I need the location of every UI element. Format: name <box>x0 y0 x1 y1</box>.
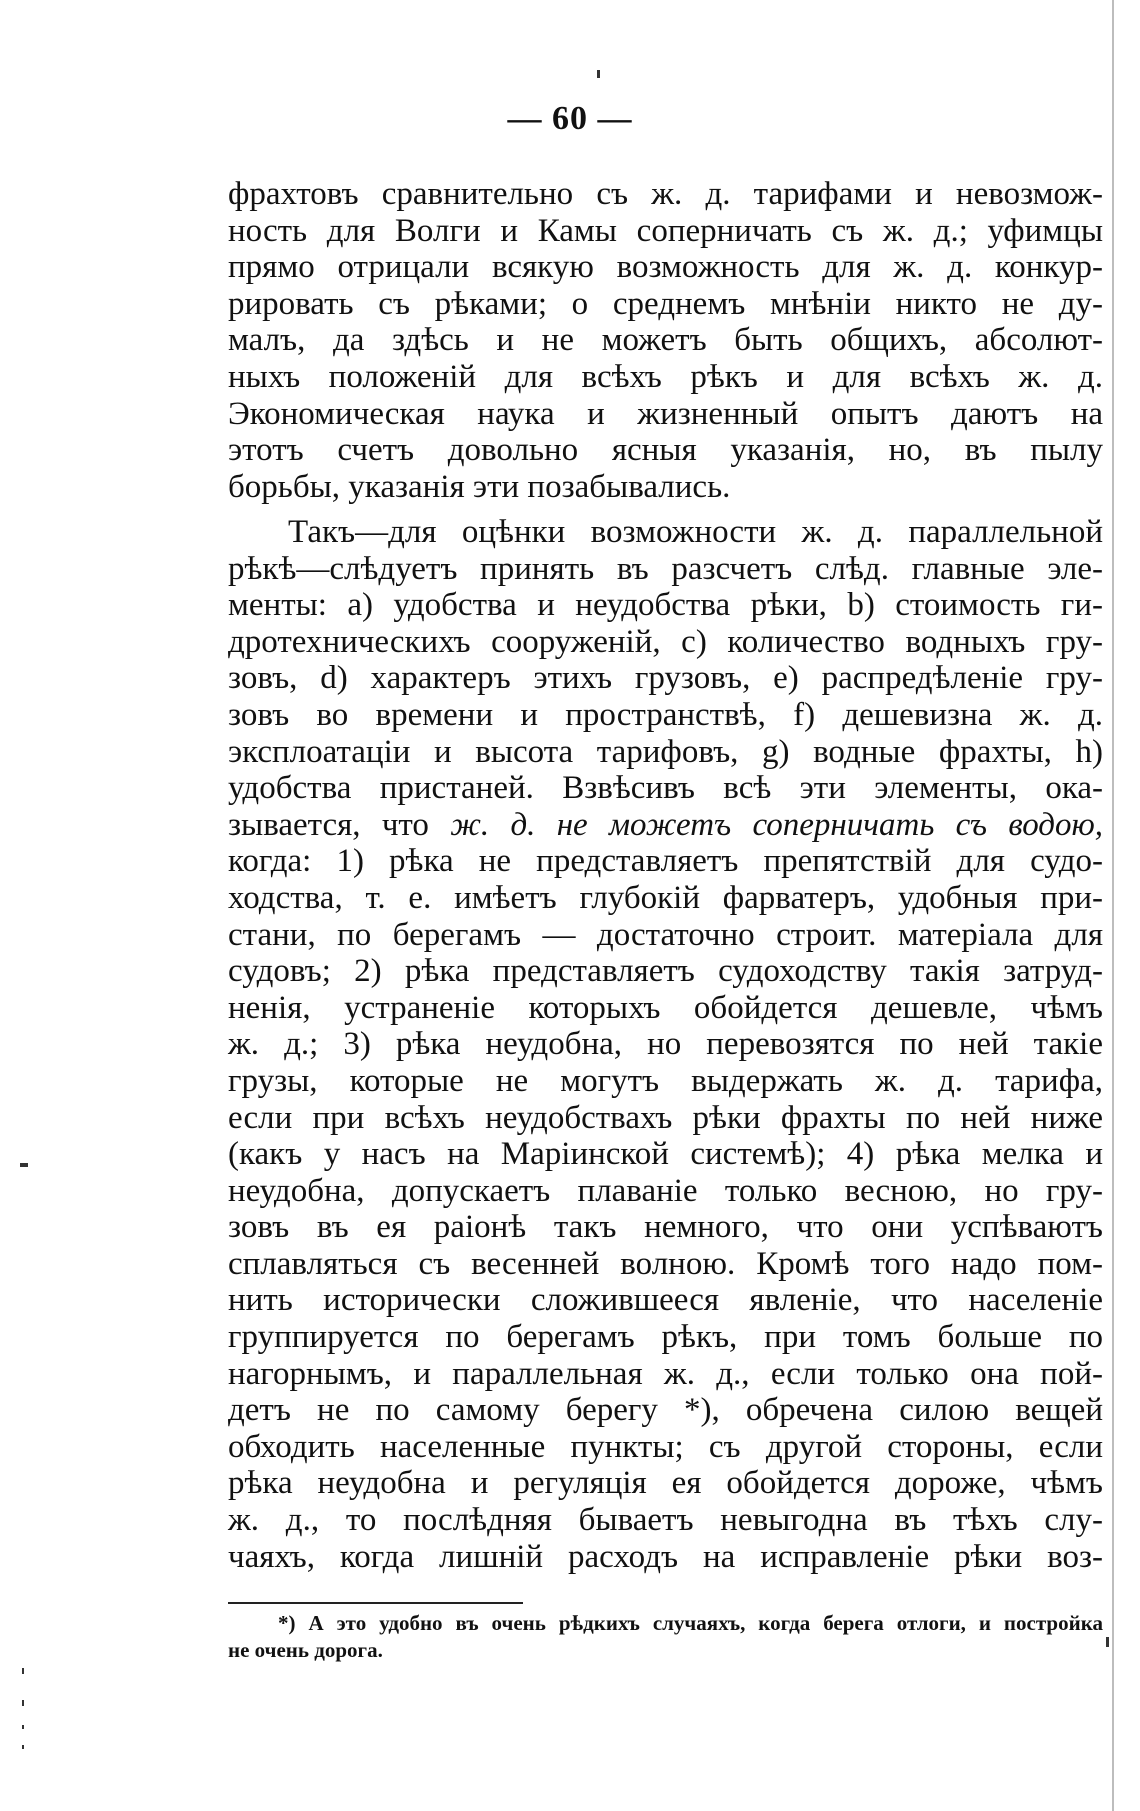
print-speck <box>1106 1637 1109 1647</box>
text-line: нить исторически сложившееся явленіе, что населеніе <box>228 1282 1103 1319</box>
print-speck <box>22 1745 24 1749</box>
print-speck <box>22 1668 24 1674</box>
text-line: неудобна, допускаетъ плаваніе только весною, но гру- <box>228 1172 1103 1209</box>
print-speck <box>597 70 600 78</box>
text-line: сплавляться съ весенней волною. Кромѣ того надо пом- <box>228 1245 1103 1282</box>
text-line: если при всѣхъ неудобствахъ рѣки фрахты по ней ниже <box>228 1099 1103 1136</box>
footnote <box>228 1610 1103 1664</box>
text-line: нагорнымъ, и параллельная ж. д., если только она пой- <box>228 1355 1103 1392</box>
italic-emphasis: ж. д. не можетъ соперничать съ водою, <box>450 806 1103 843</box>
text-line: ность для Волги и Камы соперничать съ ж. д.; уфимцы <box>228 212 1103 249</box>
text-line: удобства пристаней. Взвѣсивъ всѣ эти элементы, ока- <box>228 770 1103 807</box>
text-line: обходить населенные пункты; съ другой стороны, если <box>228 1428 1103 1465</box>
text-line: Такъ—для оцѣнки возможности ж. д. параллельной <box>288 514 1103 550</box>
text-line: рѣка неудобна и регуляція ея обойдется дороже, чѣмъ <box>228 1465 1103 1502</box>
text-line: (какъ у насъ на Маріинской системѣ); 4) рѣка мелка и <box>228 1136 1103 1173</box>
text-line: ж. д., то послѣдняя бываетъ невыгодна въ тѣхъ слу- <box>228 1502 1103 1539</box>
text-line: судовъ; 2) рѣка представляетъ судоходству такія затруд- <box>228 953 1103 990</box>
text-line: прямо отрицали всякую возможность для ж. д. конкур- <box>228 249 1103 286</box>
footnote-line: *) А это удобно въ очень рѣдкихъ случаяхъ, когда берега отлоги, и постройка <box>278 1611 1103 1635</box>
text-line: дротехническихъ сооруженій, c) количество водныхъ гру- <box>228 623 1103 660</box>
text-line: когда: 1) рѣка не представляетъ препятствій для судо- <box>228 843 1103 880</box>
text-line: рѣкѣ—слѣдуетъ принять въ разсчетъ слѣд. главные эле- <box>228 550 1103 587</box>
text-line: ж. д.; 3) рѣка неудобна, но перевозятся по ней такіе <box>228 1026 1103 1063</box>
text-line: зовъ въ ея раіонѣ такъ немного, что они успѣваютъ <box>228 1209 1103 1246</box>
text-line: рировать съ рѣками; о среднемъ мнѣніи никто не ду- <box>228 285 1103 322</box>
text-segment: зывается, что <box>228 806 429 843</box>
text-line: зовъ во времени и пространствѣ, f) дешевизна ж. д. <box>228 696 1103 733</box>
text-line: чаяхъ, когда лишній расходъ на исправленіе рѣки воз- <box>228 1538 1103 1575</box>
print-speck <box>22 1700 24 1706</box>
text-line: ходства, т. е. имѣетъ глубокій фарватеръ, удобныя при- <box>228 879 1103 916</box>
text-line: стани, по берегамъ — достаточно строит. матеріала для <box>228 916 1103 953</box>
page-edge-line <box>1112 0 1114 1811</box>
text-line: Экономическая наука и жизненный опытъ даютъ на <box>228 395 1103 432</box>
paragraph-1 <box>228 176 1103 505</box>
text-line: грузы, которые не могутъ выдержать ж. д. тарифа, <box>228 1062 1103 1099</box>
footnote-divider <box>228 1602 523 1604</box>
print-speck <box>20 1163 28 1167</box>
text-line: этотъ счетъ довольно ясныя указанія, но, въ пылу <box>228 432 1103 469</box>
page-number: — 60 — <box>507 100 633 137</box>
text-line: группируется по берегамъ рѣкъ, при томъ больше по <box>228 1319 1103 1356</box>
footnote-line: не очень дорога. <box>228 1638 383 1662</box>
text-line: менты: a) удобства и неудобства рѣки, b) стоимость ги- <box>228 587 1103 624</box>
text-line: ныхъ положеній для всѣхъ рѣкъ и для всѣхъ ж. д. <box>228 358 1103 395</box>
text-line: фрахтовъ сравнительно съ ж. д. тарифами и невозмож- <box>228 176 1103 212</box>
text-line-mixed <box>228 807 1103 844</box>
paragraph-2 <box>228 514 1103 1575</box>
text-line: малъ, да здѣсь и не можетъ быть общихъ, абсолют- <box>228 322 1103 359</box>
text-line: детъ не по самому берегу *), обречена силою вещей <box>228 1392 1103 1429</box>
text-line: эксплоатаціи и высота тарифовъ, g) водные фрахты, h) <box>228 733 1103 770</box>
text-line: ненія, устраненіе которыхъ обойдется дешевле, чѣмъ <box>228 989 1103 1026</box>
text-line: борьбы, указанія эти позабывались. <box>228 468 731 505</box>
print-speck <box>22 1725 24 1729</box>
text-line: зовъ, d) характеръ этихъ грузовъ, e) распредѣленіе гру- <box>228 660 1103 697</box>
